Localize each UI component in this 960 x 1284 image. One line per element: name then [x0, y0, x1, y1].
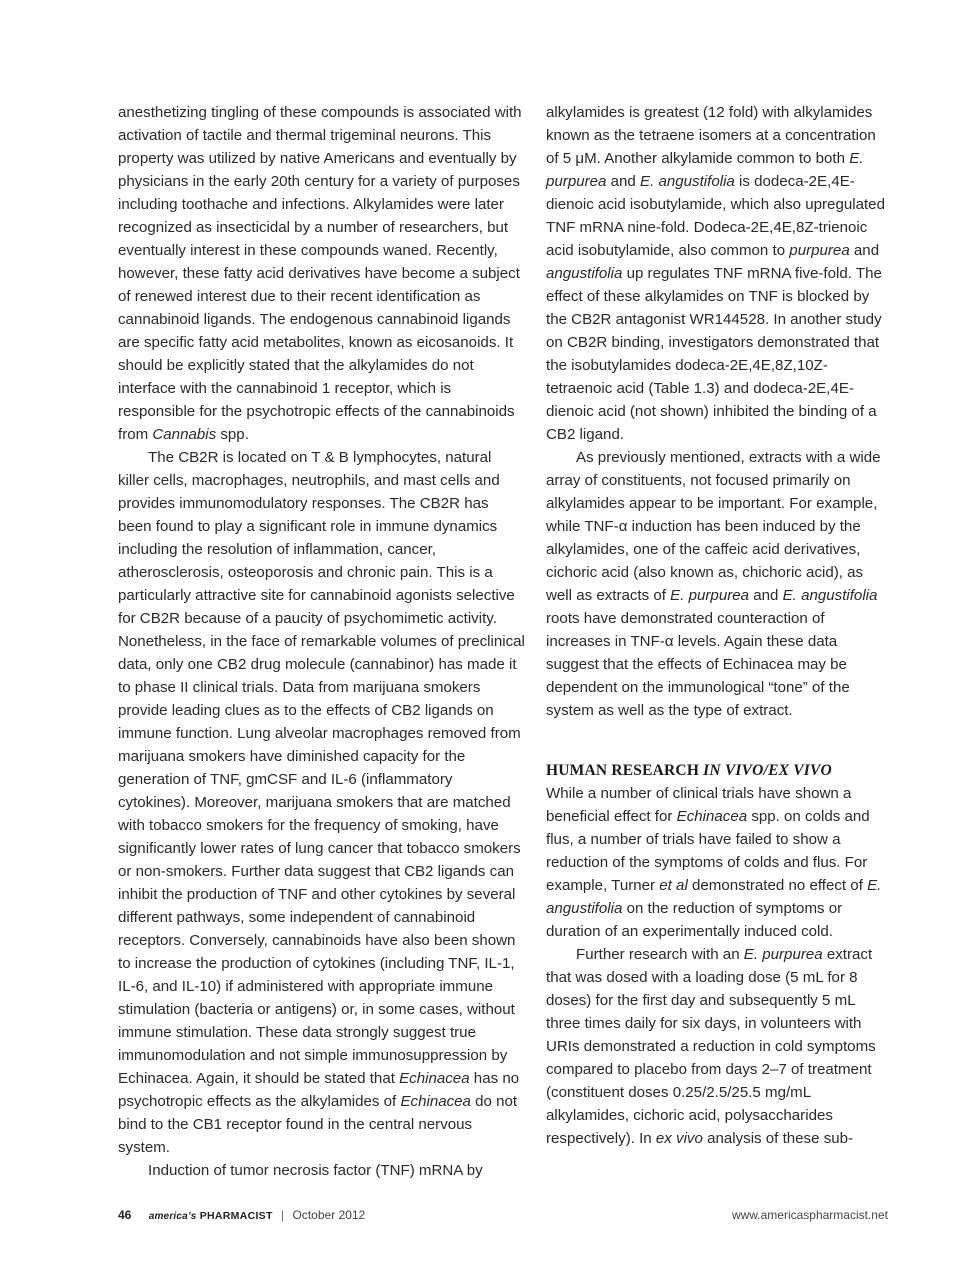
page-number: 46: [118, 1208, 132, 1222]
footer-separator: |: [281, 1208, 285, 1222]
issue-date: October 2012: [292, 1208, 366, 1222]
page-footer: [118, 1208, 888, 1228]
paragraph-cb2r: The CB2R is located on T & B lymphocytes, natural killer cells, macrophages, neutrophils, and mast cells and provides immunomodulatory responses. The CB2R has been found to play a significant role in immune dynamics including the resolution of inflammation, cancer, atherosclerosis, osteoporosis and chronic pain. This is a particularly attractive site for cannabinoid agonists selective for CB2R because of a paucity of psychomimetic activity. Nonetheless, in the face of remarkable volumes of preclinical data, only one CB2 drug molecule (cannabinor) has made it to phase II clinical trials. Data from marijuana smokers provide leading clues as to the effects of CB2 ligands on immune function. Lung alveolar macrophages removed from marijuana smokers have diminished capacity for the generation of TNF, gmCSF and IL-6 (inflammatory cytokines). Moreover, marijuana smokers that are matched with tobacco smokers for the frequency of smoking, have significantly lower rates of lung cancer that tobacco smokers or non-smokers. Further data suggest that CB2 ligands can inhibit the production of TNF and other cytokines by several different pathways, some independent of cannabinoid receptors. Conversely, cannabinoids have also been shown to increase the production of cytokines (including TNF, IL-1, IL-6, and IL-10) if administered with appropriate immune stimulation (bacteria or antigens) or, in some cases, without immune stimulation. These data strongly suggest true immunomodulation and not simple immunosuppression by Echinacea. Again, it should be stated that Echinacea has no psychotropic effects as the alkylamides of Echinacea do not bind to the CB1 receptor found in the central nervous system.: [118, 449, 525, 1156]
website-url[interactable]: www.americaspharmacist.net: [731, 1208, 888, 1222]
spacer: [546, 722, 888, 745]
magazine-brand: america’s PHARMACIST: [148, 1210, 273, 1222]
paragraph-tnf-induction: Induction of tumor necrosis factor (TNF) mRNA by: [148, 1162, 483, 1179]
paragraph-clinical-trials: While a number of clinical trials have shown a beneficial effect for Echinacea spp. on colds and flus, a number of trials have failed to show a reduction of the symptoms of colds and flus. For example, Turner et al demonstrated no effect of E. angustifolia on the reduction of symptoms or duration of an experimentally induced cold.: [546, 785, 882, 940]
left-column: [118, 101, 526, 1182]
section-heading: HUMAN RESEARCH IN VIVO/EX VIVO: [546, 762, 832, 779]
footer-left: [118, 1208, 365, 1222]
paragraph-further-research: Further research with an E. purpurea extract that was dosed with a loading dose (5 mL for 8 doses) for the first day and subsequently 5 mL three times daily for six days, in volunteers with URIs demonstrated a reduction in cold symptoms compared to placebo from days 2–7 of treatment (constituent doses 0.25/2.5/25.5 mg/mL alkylamides, cichoric acid, polysaccharides respectively). In ex vivo analysis of these sub-: [546, 946, 876, 1147]
paragraph-alkylamide-tnf: alkylamides is greatest (12 fold) with alkylamides known as the tetraene isomers at a concentration of 5 μM. Another alkylamide common to both E. purpurea and E. angustifolia is dodeca-2E,4E-dienoic acid isobutylamide, which also upregulated TNF mRNA nine-fold. Dodeca-2E,4E,8Z-trienoic acid isobutylamide, also common to purpurea and angustifolia up regulates TNF mRNA five-fold. The effect of these alkylamides on TNF is blocked by the CB2R antagonist WR144528. In another study on CB2R binding, investigators demonstrated that the isobutylamides dodeca-2E,4E,8Z,10Z-tetraenoic acid (Table 1.3) and dodeca-2E,4E-dienoic acid (not shown) inhibited the binding of a CB2 ligand.: [546, 104, 885, 443]
right-column: [546, 101, 888, 1150]
paragraph-alkylamides-cannabinoid: anesthetizing tingling of these compounds is associated with activation of tactile and thermal trigeminal neurons. This property was utilized by native Americans and eventually by physicians in the early 20th century for a variety of purposes including toothache and infections. Alkylamides were later recognized as insecticidal by a number of researchers, but eventually interest in these compounds waned. Recently, however, these fatty acid derivatives have become a subject of renewed interest due to their recent identification as cannabinoid ligands. The endogenous cannabinoid ligands are specific fatty acid metabolites, known as eicosanoids. It should be explicitly stated that the alkylamides do not interface with the cannabinoid 1 receptor, which is responsible for the psychotropic effects of the cannabinoids from Cannabis spp.: [118, 104, 522, 443]
paragraph-extracts: As previously mentioned, extracts with a wide array of constituents, not focused primarily on alkylamides appear to be important. For example, while TNF-α induction has been induced by the alkylamides, one of the caffeic acid derivatives, cichoric acid (also known as, chichoric acid), as well as extracts of E. purpurea and E. angustifolia roots have demonstrated counteraction of increases in TNF-α levels. Again these data suggest that the effects of Echinacea may be dependent on the immunological “tone” of the system as well as the type of extract.: [546, 449, 881, 719]
